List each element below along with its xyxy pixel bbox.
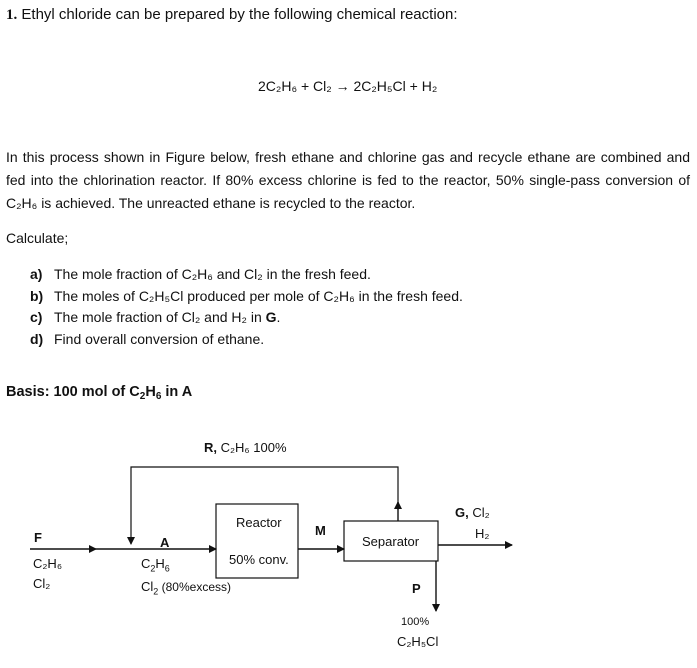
question-text: The moles of C₂H₅Cl produced per mole of C₂H₆ in the fresh feed. — [54, 287, 463, 304]
gas-outlet-label — [455, 505, 490, 520]
question-text: Find overall conversion of ethane. — [54, 330, 265, 347]
problem-number: 1. — [6, 7, 18, 23]
separator-label: Separator — [362, 534, 420, 549]
stream-m-label: M — [315, 523, 326, 538]
mix-comp-sub: 6 — [164, 563, 170, 574]
question-text-end: . — [276, 309, 281, 325]
reaction-equation: 2C₂H₆ + Cl₂ → 2C₂H₅Cl + H₂ — [258, 78, 438, 94]
mix-comp-text: H — [155, 556, 165, 571]
mix-comp-text: C — [141, 556, 151, 571]
mix-comp-sub: 2 — [150, 563, 156, 574]
reactor-label: Reactor — [236, 515, 282, 530]
mix-comp-sub: 2 — [153, 586, 159, 597]
recycle-stream-id: R, — [204, 440, 217, 455]
question-label: a) — [30, 266, 43, 282]
feed-component: Cl₂ — [33, 576, 51, 591]
question-stream-ref: G — [265, 309, 277, 325]
mix-component — [141, 556, 170, 574]
gas-stream-id: G, — [455, 505, 469, 520]
calculate-label: Calculate; — [6, 230, 69, 246]
basis-text-mid: H — [145, 384, 156, 400]
recycle-loop-line — [131, 467, 398, 544]
feed-stream-id: F — [34, 530, 42, 545]
product-purity: 100% — [401, 616, 430, 628]
mix-comp-text: Cl — [141, 579, 154, 594]
mix-comp-note: (80%excess) — [158, 580, 231, 594]
basis-subscript: 2 — [139, 391, 146, 402]
problem-title-text: Ethyl chloride can be prepared by the following chemical reaction: — [21, 6, 458, 23]
recycle-label — [204, 440, 287, 455]
product-component: C₂H₅Cl — [397, 634, 439, 649]
question-text-main: The mole fraction of Cl₂ and H₂ in — [54, 309, 266, 325]
product-stream-id: P — [412, 581, 421, 596]
mix-stream-id: A — [160, 535, 170, 550]
mix-component — [141, 579, 231, 597]
reactor-conversion: 50% conv. — [229, 552, 289, 567]
question-label: d) — [30, 330, 44, 347]
recycle-composition: C₂H₆ 100% — [217, 440, 287, 455]
question-label: b) — [30, 287, 44, 304]
basis-subscript: 6 — [155, 391, 162, 402]
gas-component: H₂ — [475, 526, 490, 541]
question-label: c) — [30, 309, 43, 325]
problem-description: In this process shown in Figure below, fresh ethane and chlorine gas and recycle ethane are combined and fed into the chlorination reactor. If 80% excess chlorine is fed to the reactor, 50% single-pass conversion of C₂H₆ is achieved. The unreacted ethane is recycled to the reactor. — [6, 149, 690, 211]
question-text: The mole fraction of C₂H₆ and Cl₂ in the fresh feed. — [54, 266, 371, 282]
gas-component: Cl₂ — [468, 505, 490, 520]
basis-text-end: in A — [161, 384, 193, 400]
basis-text: Basis: 100 mol of C — [6, 384, 140, 400]
feed-component: C₂H₆ — [33, 556, 63, 571]
